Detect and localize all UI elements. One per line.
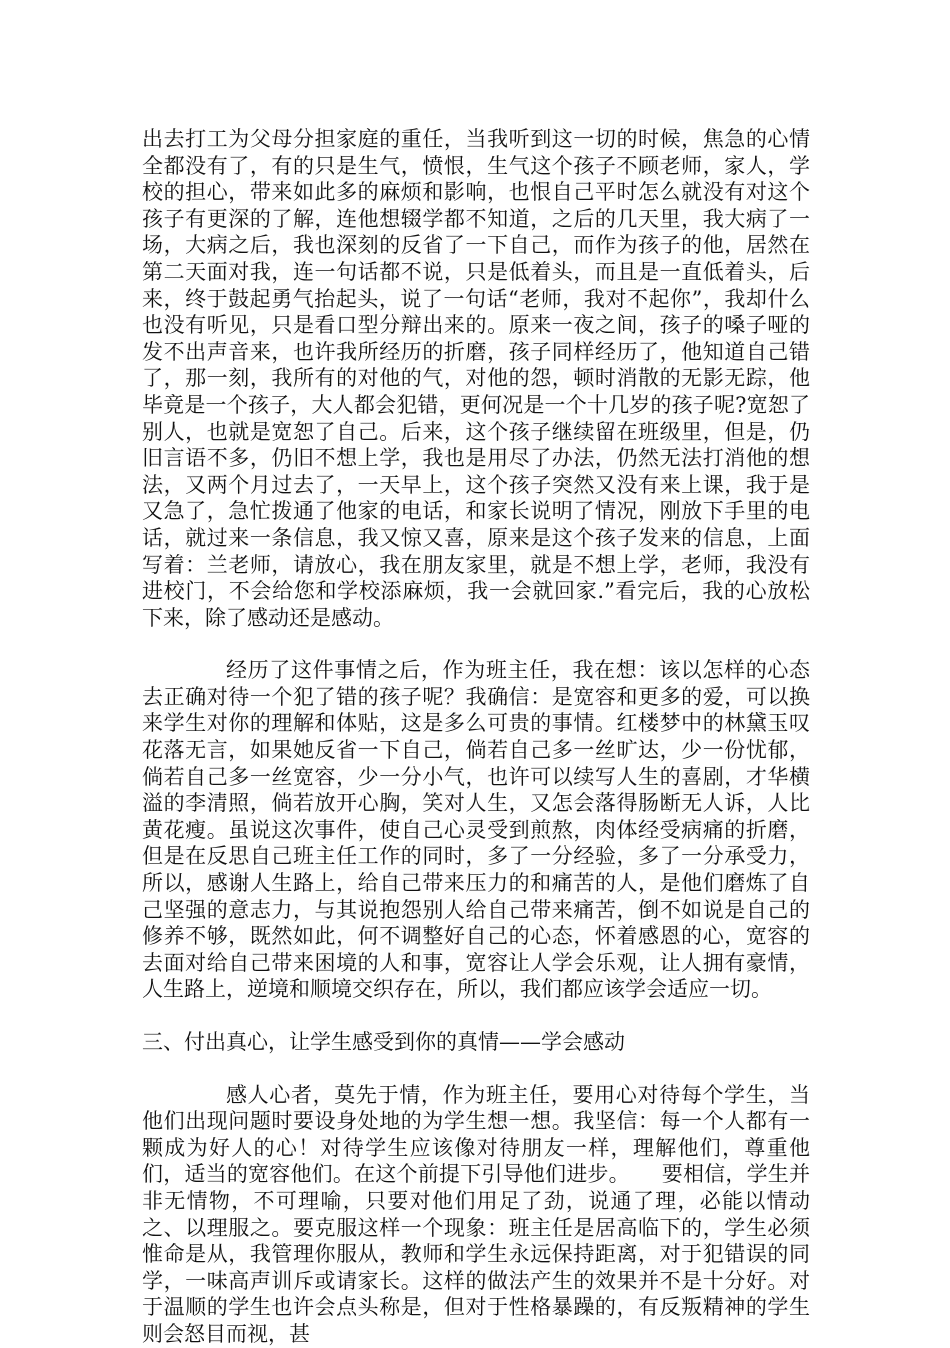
document-page — [142, 126, 810, 1348]
paragraph-gap — [142, 1003, 810, 1029]
paragraph-gap — [142, 631, 810, 657]
paragraph-gap — [142, 1056, 810, 1082]
paragraph-2: 经历了这件事情之后，作为班主任，我在想：该以怎样的心态去正确对待一个犯了错的孩子呢？我确信：是宽容和更多的爱，可以换来学生对你的理解和体贴，这是多么可贵的事情。红楼梦中的林黛玉叹花落无言，如果她反省一下自己，倘若自己多一丝旷达，少一份忧郁，倘若自己多一丝宽容，少一分小气，也许可以续写人生的喜剧，才华横溢的李清照，倘若放开心胸，笑对人生，又怎会落得肠断无人诉，人比黄花瘦。虽说这次事件，使自己心灵受到煎熬，肉体经受病痛的折磨，但是在反思自己班主任工作的同时，多了一分经验，多了一分承受力，所以，感谢人生路上，给自己带来压力的和痛苦的人，是他们磨炼了自己坚强的意志力，与其说抱怨别人给自己带来痛苦，倒不如说是自己的修养不够，既然如此，何不调整好自己的心态，怀着感恩的心，宽容的去面对给自己带来困境的人和事，宽容让人学会乐观，让人拥有豪情，人生路上，逆境和顺境交织存在，所以，我们都应该学会适应一切。 — [142, 658, 810, 1002]
paragraph-1: 出去打工为父母分担家庭的重任，当我听到这一切的时候，焦急的心情全都没有了，有的只是生气，愤恨，生气这个孩子不顾老师，家人，学校的担心，带来如此多的麻烦和影响，也恨自己平时怎么就没有对这个孩子有更深的了解，连他想辍学都不知道，之后的几天里，我大病了一场，大病之后，我也深刻的反省了一下自己，而作为孩子的他，居然在第二天面对我，连一句话都不说，只是低着头，而且是一直低着头，后来，终于鼓起勇气抬起头，说了一句话“老师，我对不起你”，我却什么也没有听见，只是看口型分辩出来的。原来一夜之间，孩子的嗓子哑的发不出声音来，也许我所经历的折磨，孩子同样经历了，他知道自己错了，那一刻，我所有的对他的气，对他的怨，顿时消散的无影无踪，他毕竟是一个孩子，大人都会犯错，更何况是一个十几岁的孩子呢?宽恕了别人，也就是宽恕了自己。后来，这个孩子继续留在班级里，但是，仍旧言语不多，仍旧不想上学，我也是用尽了办法，仍然无法打消他的想法，又两个月过去了，一天早上，这个孩子突然又没有来上课，我于是又急了，急忙拨通了他家的电话，和家长说明了情况，刚放下手里的电话，就过来一条信息，我又惊又喜，原来是这个孩子发来的信息，上面写着：兰老师，请放心，我在朋友家里，就是不想上学，老师，我没有进校门，不会给您和学校添麻烦，我一会就回家.”看完后，我的心放松下来，除了感动还是感动。 — [142, 127, 810, 630]
section-heading-3: 三、付出真心，让学生感受到你的真情——学会感动 — [142, 1030, 625, 1054]
paragraph-3: 感人心者，莫先于情，作为班主任，要用心对待每个学生，当他们出现问题时要设身处地的为学生想一想。我坚信：每一个人都有一颗成为好人的心！对待学生应该像对待朋友一样，理解他们，尊重他们，适当的宽容他们。在这个前提下引导他们进步。 要相信，学生并非无情物，不可理喻，只要对他们用足了劲，说通了理，必能以情动之、以理服之。要克服这样一个现象：班主任是居高临下的，学生必须惟命是从，我管理你服从，教师和学生永远保持距离，对于犯错误的同学，一味高声训斥或请家长。这样的做法产生的效果并不是十分好。对于温顺的学生也许会点头称是，但对于性格暴躁的，有反叛精神的学生则会怒目而视，甚 — [142, 1082, 810, 1346]
